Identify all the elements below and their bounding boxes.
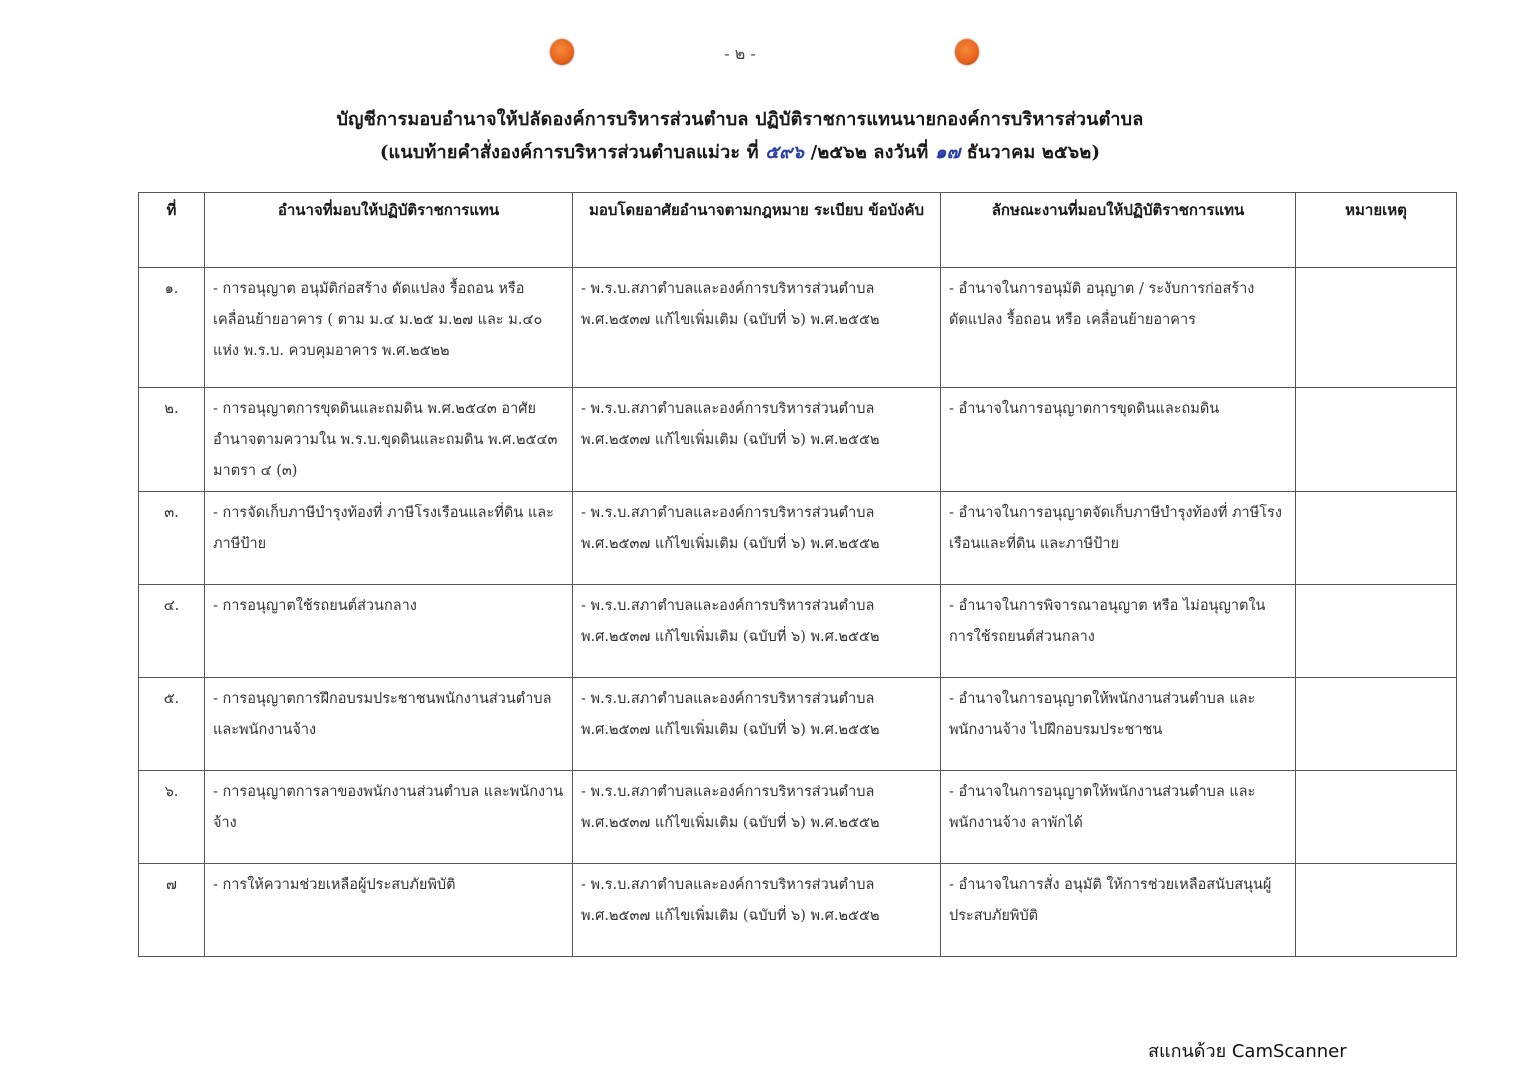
row-power: - การอนุญาตการขุดดินและถมดิน พ.ศ.๒๕๔๓ อาศัยอำนาจตามความใน พ.ร.บ.ขุดดินและถมดิน พ.ศ.๒๕๔๓ มาตรา ๔ (๓): [205, 388, 573, 492]
row-law: - พ.ร.บ.สภาตำบลและองค์การบริหารส่วนตำบล พ.ศ.๒๕๓๗ แก้ไขเพิ่มเติม (ฉบับที่ ๖) พ.ศ.๒๕๕๒: [573, 678, 941, 771]
row-nature: - อำนาจในการอนุญาตการขุดดินและถมดิน: [941, 388, 1296, 492]
row-power: - การจัดเก็บภาษีบำรุงท้องที่ ภาษีโรงเรือนและที่ดิน และภาษีป้าย: [205, 492, 573, 585]
row-nature: - อำนาจในการอนุญาตจัดเก็บภาษีบำรุงท้องที่ ภาษีโรงเรือนและที่ดิน และภาษีป้าย: [941, 492, 1296, 585]
row-number: ๔.: [139, 585, 205, 678]
row-power: - การอนุญาตการลาของพนักงานส่วนตำบล และพนักงานจ้าง: [205, 771, 573, 864]
punch-hole-right: [955, 39, 979, 65]
table-row: [139, 678, 1457, 771]
table-header-row: [139, 193, 1457, 268]
row-nature: - อำนาจในการพิจารณาอนุญาต หรือ ไม่อนุญาตในการใช้รถยนต์ส่วนกลาง: [941, 585, 1296, 678]
row-remark: [1296, 864, 1457, 957]
row-law: - พ.ร.บ.สภาตำบลและองค์การบริหารส่วนตำบล พ.ศ.๒๕๓๗ แก้ไขเพิ่มเติม (ฉบับที่ ๖) พ.ศ.๒๕๕๒: [573, 388, 941, 492]
row-nature: - อำนาจในการสั่ง อนุมัติ ให้การช่วยเหลือสนับสนุนผู้ประสบภัยพิบัติ: [941, 864, 1296, 957]
table-row: [139, 771, 1457, 864]
row-number: ๒.: [139, 388, 205, 492]
camscanner-watermark: สแกนด้วย CamScanner: [1148, 1041, 1347, 1062]
page-number: - ๒ -: [724, 44, 756, 63]
row-law: - พ.ร.บ.สภาตำบลและองค์การบริหารส่วนตำบล พ.ศ.๒๕๓๗ แก้ไขเพิ่มเติม (ฉบับที่ ๖) พ.ศ.๒๕๕๒: [573, 585, 941, 678]
row-remark: [1296, 268, 1457, 388]
table-row: [139, 492, 1457, 585]
column-header-remark: หมายเหตุ: [1296, 193, 1457, 268]
row-law: - พ.ร.บ.สภาตำบลและองค์การบริหารส่วนตำบล พ.ศ.๒๕๓๗ แก้ไขเพิ่มเติม (ฉบับที่ ๖) พ.ศ.๒๕๕๒: [573, 492, 941, 585]
row-remark: [1296, 585, 1457, 678]
document-title: บัญชีการมอบอำนาจให้ปลัดองค์การบริหารส่วนตำบล ปฏิบัติราชการแทนนายกองค์การบริหารส่วนตำบล: [336, 109, 1144, 130]
row-number: ๕.: [139, 678, 205, 771]
row-remark: [1296, 388, 1457, 492]
table-row: [139, 585, 1457, 678]
row-power: - การให้ความช่วยเหลือผู้ประสบภัยพิบัติ: [205, 864, 573, 957]
row-law: - พ.ร.บ.สภาตำบลและองค์การบริหารส่วนตำบล พ.ศ.๒๕๓๗ แก้ไขเพิ่มเติม (ฉบับที่ ๖) พ.ศ.๒๕๕๒: [573, 268, 941, 388]
row-power: - การอนุญาตการฝึกอบรมประชาชนพนักงานส่วนตำบล และพนักงานจ้าง: [205, 678, 573, 771]
table-row: [139, 388, 1457, 492]
punch-hole-left: [550, 39, 574, 65]
table-row: [139, 268, 1457, 388]
row-remark: [1296, 771, 1457, 864]
subtitle-prefix: (แนบท้ายคำสั่งองค์การบริหารส่วนตำบลแม่วะ ที่: [379, 142, 759, 163]
subtitle-mid: /๒๕๖๒ ลงวันที่: [810, 142, 929, 163]
row-remark: [1296, 492, 1457, 585]
row-law: - พ.ร.บ.สภาตำบลและองค์การบริหารส่วนตำบล พ.ศ.๒๕๓๗ แก้ไขเพิ่มเติม (ฉบับที่ ๖) พ.ศ.๒๕๕๒: [573, 771, 941, 864]
row-number: ๑.: [139, 268, 205, 388]
row-nature: - อำนาจในการอนุมัติ อนุญาต / ระงับการก่อสร้าง ดัดแปลง รื้อถอน หรือ เคลื่อนย้ายอาคาร: [941, 268, 1296, 388]
row-power: - การอนุญาตใช้รถยนต์ส่วนกลาง: [205, 585, 573, 678]
column-header-power: อำนาจที่มอบให้ปฏิบัติราชการแทน: [205, 193, 573, 268]
subtitle-suffix: ธันวาคม ๒๕๖๒): [966, 142, 1101, 163]
row-number: ๓.: [139, 492, 205, 585]
table-row: [139, 864, 1457, 957]
row-number: ๖.: [139, 771, 205, 864]
column-header-no: ที่: [139, 193, 205, 268]
row-number: ๗: [139, 864, 205, 957]
row-remark: [1296, 678, 1457, 771]
row-nature: - อำนาจในการอนุญาตให้พนักงานส่วนตำบล และพนักงานจ้าง ลาพักได้: [941, 771, 1296, 864]
document-subtitle: [300, 137, 1180, 166]
row-power: - การอนุญาต อนุมัติก่อสร้าง ดัดแปลง รื้อถอน หรือเคลื่อนย้ายอาคาร ( ตาม ม.๔ ม.๒๕ ม.๒๗ และ ม.๔๐ แห่ง พ.ร.บ. ควบคุมอาคาร พ.ศ.๒๕๒๒: [205, 268, 573, 388]
order-number: ๕๙๖: [765, 142, 805, 163]
column-header-nature: ลักษณะงานที่มอบให้ปฏิบัติราชการแทน: [941, 193, 1296, 268]
authority-table: [138, 192, 1457, 957]
order-day: ๑๗: [934, 142, 961, 163]
row-nature: - อำนาจในการอนุญาตให้พนักงานส่วนตำบล และพนักงานจ้าง ไปฝึกอบรมประชาชน: [941, 678, 1296, 771]
column-header-law: มอบโดยอาศัยอำนาจตามกฎหมาย ระเบียบ ข้อบังคับ: [573, 193, 941, 268]
row-law: - พ.ร.บ.สภาตำบลและองค์การบริหารส่วนตำบล พ.ศ.๒๕๓๗ แก้ไขเพิ่มเติม (ฉบับที่ ๖) พ.ศ.๒๕๕๒: [573, 864, 941, 957]
